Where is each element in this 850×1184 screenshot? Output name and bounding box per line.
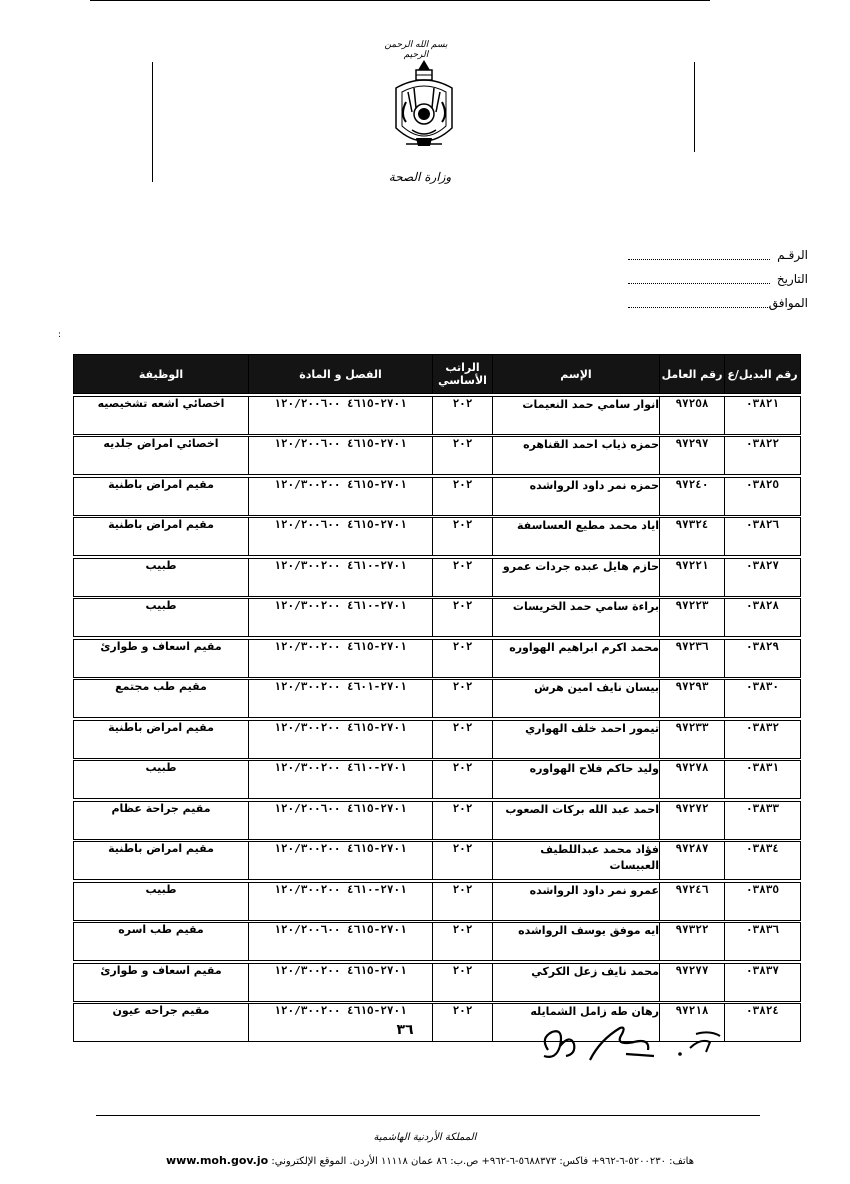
table-row bbox=[74, 801, 801, 839]
row-chapter-article-cell: ٢٧٠١-٤٦١٥ ١٢٠/٣٠٠٢٠٠ bbox=[249, 963, 433, 1001]
table-row bbox=[74, 518, 801, 556]
row-job-title-cell: مقيم جراحة عظام bbox=[74, 801, 249, 839]
row-name-cell: عمرو نمر داود الرواشده bbox=[493, 882, 660, 920]
row-basic-salary-cell: ٢٠٢ bbox=[433, 761, 493, 799]
ministry-name: وزارة الصحة bbox=[388, 170, 452, 184]
row-name-cell: حمزه نمر داود الرواشده bbox=[493, 477, 660, 515]
row-job-title-cell: مقيم طب اسره bbox=[74, 923, 249, 961]
row-employee-number-cell: ٩٧٢١٨ bbox=[660, 1004, 725, 1042]
row-name-cell: اياد محمد مطيع العساسفة bbox=[493, 518, 660, 556]
row-chapter-article-cell: ٢٧٠١-٤٦١٥ ١٢٠/٢٠٠٦٠٠ bbox=[249, 518, 433, 556]
row-employee-number-cell: ٩٧٣٢٤ bbox=[660, 518, 725, 556]
row-chapter-article-cell: ٢٧٠١-٤٦١٠ ١٢٠/٣٠٠٢٠٠ bbox=[249, 599, 433, 637]
row-job-title-cell: مقيم امراض باطنية bbox=[74, 720, 249, 758]
row-id-cell: ٠٣٨٢٢ bbox=[725, 437, 801, 475]
row-basic-salary-cell: ٢٠٢ bbox=[433, 923, 493, 961]
row-chapter-article-cell: ٢٧٠١-٤٦١٠ ١٢٠/٣٠٠٢٠٠ bbox=[249, 558, 433, 596]
table-row bbox=[74, 396, 801, 434]
row-chapter-article-cell: ٢٧٠١-٤٦١٥ ١٢٠/٢٠٠٦٠٠ bbox=[249, 923, 433, 961]
row-employee-number-cell: ٩٧٢٤٠ bbox=[660, 477, 725, 515]
row-chapter-article-cell: ٢٧٠١-٤٦٠١ ١٢٠/٣٠٠٢٠٠ bbox=[249, 680, 433, 718]
row-basic-salary-cell: ٢٠٢ bbox=[433, 801, 493, 839]
row-id-cell: ٠٣٨٣٥ bbox=[725, 882, 801, 920]
row-basic-salary-cell: ٢٠٢ bbox=[433, 1004, 493, 1042]
row-employee-number-cell: ٩٧٢٣٣ bbox=[660, 720, 725, 758]
table-row bbox=[74, 761, 801, 799]
table-row bbox=[74, 477, 801, 515]
row-id-cell: ٠٣٨٣١ bbox=[725, 761, 801, 799]
row-name-cell: محمد اكرم ابراهيم الهواوره bbox=[493, 639, 660, 677]
row-id-cell: ٠٣٨٢٥ bbox=[725, 477, 801, 515]
row-basic-salary-cell: ٢٠٢ bbox=[433, 599, 493, 637]
row-name-cell: براءة سامي حمد الخريسات bbox=[493, 599, 660, 637]
table-row bbox=[74, 882, 801, 920]
row-name-cell: رهان طه زامل الشمايله bbox=[493, 1004, 660, 1042]
row-employee-number-cell: ٩٧٢٢٣ bbox=[660, 599, 725, 637]
row-chapter-article-cell: ٢٧٠١-٤٦١٥ ١٢٠/٣٠٠٢٠٠ bbox=[249, 842, 433, 880]
table-row bbox=[74, 437, 801, 475]
row-employee-number-cell: ٩٧٣٢٢ bbox=[660, 923, 725, 961]
row-name-cell: محمد نايف زعل الكركي bbox=[493, 963, 660, 1001]
table-row bbox=[74, 720, 801, 758]
row-id-cell: ٠٣٨٣٣ bbox=[725, 801, 801, 839]
row-id-cell: ٠٣٨٣٦ bbox=[725, 923, 801, 961]
table-row bbox=[74, 680, 801, 718]
row-employee-number-cell: ٩٧٢٩٣ bbox=[660, 680, 725, 718]
row-name-cell: تيمور احمد خلف الهواري bbox=[493, 720, 660, 758]
row-name-cell: وليد حاكم فلاح الهواوره bbox=[493, 761, 660, 799]
row-name-cell: بيسان نايف امين هرش bbox=[493, 680, 660, 718]
header-job-title: الوظيفة bbox=[74, 355, 249, 394]
row-job-title-cell: طبيب bbox=[74, 599, 249, 637]
reference-number-row bbox=[628, 248, 808, 264]
table-row bbox=[74, 558, 801, 596]
row-job-title-cell: اخصائي اشعه تشخيصيه bbox=[74, 396, 249, 434]
row-chapter-article-cell: ٢٧٠١-٤٦١٥ ١٢٠/٢٠٠٦٠٠ bbox=[249, 801, 433, 839]
footer-kingdom: المملكة الأردنية الهاشمية bbox=[373, 1132, 477, 1143]
row-employee-number-cell: ٩٧٢٧٢ bbox=[660, 801, 725, 839]
row-name-cell: فؤاد محمد عبداللطيف العبيسات bbox=[493, 842, 660, 880]
row-job-title-cell: مقيم اسعاف و طوارئ bbox=[74, 963, 249, 1001]
row-job-title-cell: مقيم طب مجتمع bbox=[74, 680, 249, 718]
row-id-cell: ٠٣٨٢١ bbox=[725, 396, 801, 434]
date-line bbox=[628, 283, 770, 284]
footer-contact bbox=[100, 1154, 760, 1167]
row-name-cell: ايه موفق يوسف الرواشده bbox=[493, 923, 660, 961]
signature-image bbox=[530, 1020, 730, 1068]
row-job-title-cell: طبيب bbox=[74, 761, 249, 799]
row-basic-salary-cell: ٢٠٢ bbox=[433, 720, 493, 758]
row-chapter-article-cell: ٢٧٠١-٤٦١٥ ١٢٠/٢٠٠٦٠٠ bbox=[249, 396, 433, 434]
table-row bbox=[74, 963, 801, 1001]
row-basic-salary-cell: ٢٠٢ bbox=[433, 477, 493, 515]
row-id-cell: ٠٣٨٢٨ bbox=[725, 599, 801, 637]
top-rule bbox=[90, 0, 710, 1]
row-name-cell: حازم هايل عبده جردات عمرو bbox=[493, 558, 660, 596]
row-job-title-cell: مقيم امراض باطنية bbox=[74, 842, 249, 880]
header-name: الإسم bbox=[493, 355, 660, 394]
date-row bbox=[628, 272, 808, 288]
row-job-title-cell: مقيم امراض باطنية bbox=[74, 518, 249, 556]
row-job-title-cell: اخصائي امراض جلديه bbox=[74, 437, 249, 475]
row-job-title-cell: مقيم اسعاف و طوارئ bbox=[74, 639, 249, 677]
row-basic-salary-cell: ٢٠٢ bbox=[433, 437, 493, 475]
reference-number-label: الرقـم bbox=[777, 248, 808, 262]
row-id-cell: ٠٣٨٣٤ bbox=[725, 842, 801, 880]
header-employee-number: رقم العامل bbox=[660, 355, 725, 394]
row-employee-number-cell: ٩٧٢٨٧ bbox=[660, 842, 725, 880]
header-chapter-article: الفصل و المادة bbox=[249, 355, 433, 394]
table-row bbox=[74, 639, 801, 677]
row-chapter-article-cell: ٢٧٠١-٤٦١٥ ١٢٠/٣٠٠٢٠٠ bbox=[249, 477, 433, 515]
row-employee-number-cell: ٩٧٢٤٦ bbox=[660, 882, 725, 920]
row-employee-number-cell: ٩٧٢٩٧ bbox=[660, 437, 725, 475]
row-chapter-article-cell: ٢٧٠١-٤٦١٠ ١٢٠/٣٠٠٢٠٠ bbox=[249, 761, 433, 799]
jordan-coat-of-arms-icon bbox=[386, 58, 462, 160]
row-job-title-cell: مقيم امراض باطنية bbox=[74, 477, 249, 515]
row-basic-salary-cell: ٢٠٢ bbox=[433, 639, 493, 677]
row-basic-salary-cell: ٢٠٢ bbox=[433, 680, 493, 718]
margin-mark bbox=[152, 62, 153, 182]
row-basic-salary-cell: ٢٠٢ bbox=[433, 842, 493, 880]
row-chapter-article-cell: ٢٧٠١-٤٦١٥ ١٢٠/٢٠٠٦٠٠ bbox=[249, 437, 433, 475]
row-employee-number-cell: ٩٧٢٧٧ bbox=[660, 963, 725, 1001]
row-chapter-article-cell: ٢٧٠١-٤٦١٥ ١٢٠/٣٠٠٢٠٠ bbox=[249, 720, 433, 758]
table-row bbox=[74, 923, 801, 961]
corresponding-row bbox=[628, 296, 808, 312]
row-basic-salary-cell: ٢٠٢ bbox=[433, 558, 493, 596]
row-id-cell: ٠٣٨٢٦ bbox=[725, 518, 801, 556]
row-job-title-cell: طبيب bbox=[74, 882, 249, 920]
row-id-cell: ٠٣٨٢٧ bbox=[725, 558, 801, 596]
row-job-title-cell: طبيب bbox=[74, 558, 249, 596]
header-basic-salary: الراتب الأساسي bbox=[433, 355, 493, 394]
row-id-cell: ٠٣٨٣٧ bbox=[725, 963, 801, 1001]
corresponding-label: الموافق bbox=[768, 296, 808, 310]
row-basic-salary-cell: ٢٠٢ bbox=[433, 882, 493, 920]
row-name-cell: احمد عبد الله بركات الصعوب bbox=[493, 801, 660, 839]
table-row bbox=[74, 599, 801, 637]
row-id-cell: ٠٣٨٣٢ bbox=[725, 720, 801, 758]
date-label: التاريخ bbox=[776, 272, 808, 286]
row-name-cell: حمزه ذياب احمد القناهره bbox=[493, 437, 660, 475]
row-employee-number-cell: ٩٧٢٣٦ bbox=[660, 639, 725, 677]
basmala: بسم الله الرحمن الرحيم bbox=[384, 40, 448, 60]
staff-roster-table bbox=[73, 354, 801, 1042]
row-basic-salary-cell: ٢٠٢ bbox=[433, 396, 493, 434]
row-basic-salary-cell: ٢٠٢ bbox=[433, 518, 493, 556]
table-row bbox=[74, 842, 801, 880]
row-name-cell: انوار سامي حمد النعيمات bbox=[493, 396, 660, 434]
footer-website-link[interactable]: www.moh.gov.jo bbox=[165, 1154, 269, 1167]
table-body bbox=[74, 394, 801, 1042]
row-basic-salary-cell: ٢٠٢ bbox=[433, 963, 493, 1001]
reference-number-line bbox=[628, 259, 770, 260]
footer-rule bbox=[96, 1115, 760, 1116]
page-number: ٣٦ bbox=[396, 1022, 414, 1038]
row-employee-number-cell: ٩٧٢٥٨ bbox=[660, 396, 725, 434]
row-job-title-cell: مقيم جراحه عيون bbox=[74, 1004, 249, 1042]
row-employee-number-cell: ٩٧٢٢١ bbox=[660, 558, 725, 596]
row-chapter-article-cell: ٢٧٠١-٤٦١٥ ١٢٠/٣٠٠٢٠٠ bbox=[249, 639, 433, 677]
corresponding-line bbox=[628, 307, 770, 308]
header-id: رقم البديل/ع bbox=[725, 355, 801, 394]
row-id-cell: ٠٣٨٣٠ bbox=[725, 680, 801, 718]
row-employee-number-cell: ٩٧٢٧٨ bbox=[660, 761, 725, 799]
row-chapter-article-cell: ٢٧٠١-٤٦١٥ ١٢٠/٣٠٠٢٠٠ bbox=[249, 1004, 433, 1042]
margin-mark bbox=[694, 62, 695, 152]
row-id-cell: ٠٣٨٢٤ bbox=[725, 1004, 801, 1042]
row-chapter-article-cell: ٢٧٠١-٤٦١٠ ١٢٠/٣٠٠٢٠٠ bbox=[249, 882, 433, 920]
footer-contact-text: هاتف: ٥٢٠٠٢٣٠-٦-٩٦٢+ فاكس: ٥٦٨٨٣٧٣-٦-٩٦٢+ ص.ب: ٨٦ عمان ١١١١٨ الأردن. الموقع الإلكتروني: bbox=[271, 1156, 695, 1167]
table-header-row bbox=[74, 355, 801, 394]
row-id-cell: ٠٣٨٢٩ bbox=[725, 639, 801, 677]
punch-mark: : bbox=[58, 330, 62, 340]
